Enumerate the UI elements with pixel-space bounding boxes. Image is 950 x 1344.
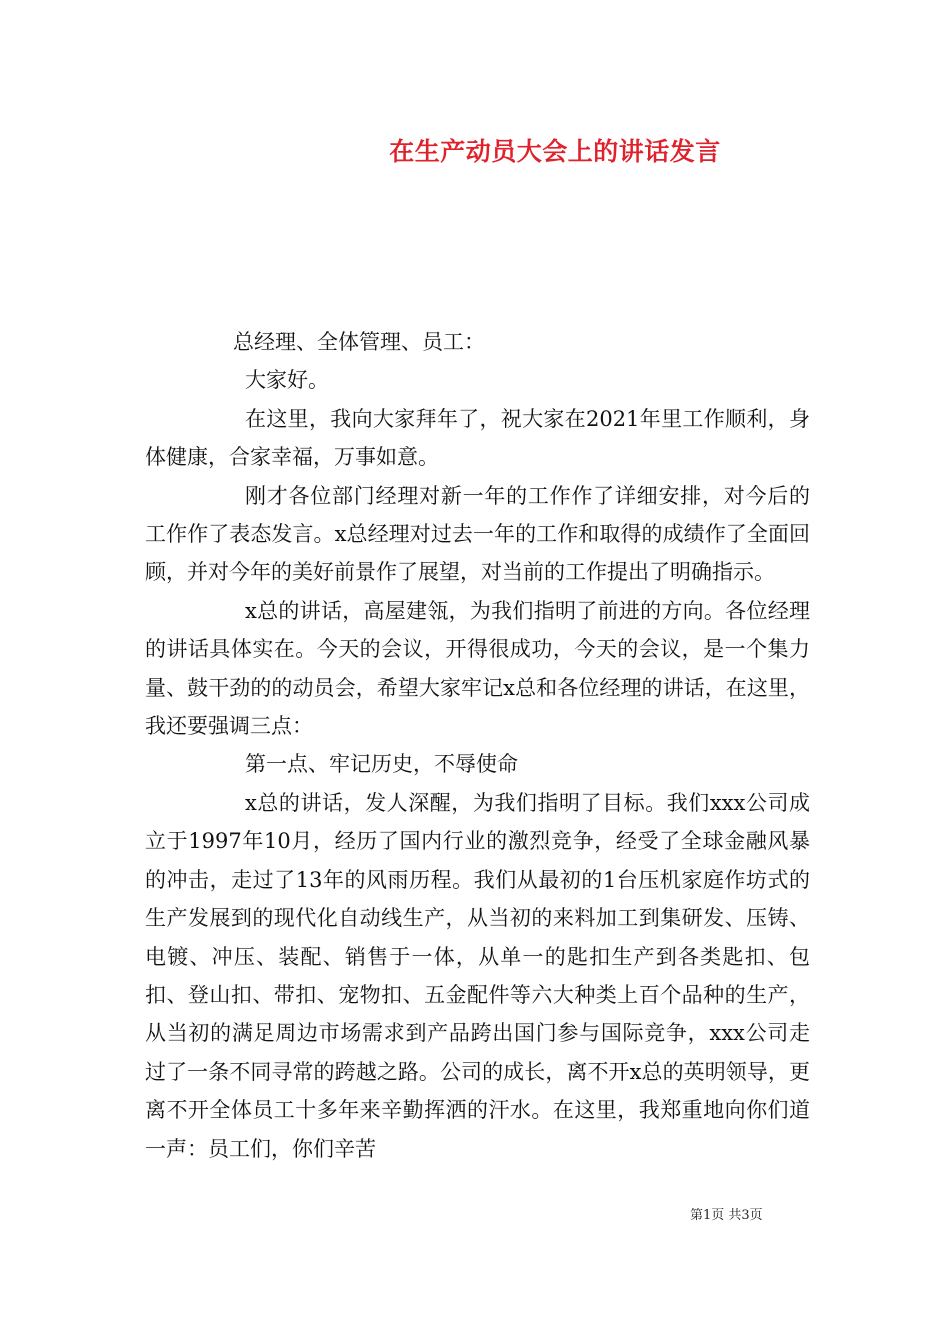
paragraph: x总的讲话，发人深醒，为我们指明了目标。我们xxx公司成立于1997年10月，经历了国内行业的激烈竞争，经受了全球金融风暴的冲击，走过了13年的风雨历程。我们从最初的1台压机家庭作坊式的生产发展到的现代化自动线生产，从当初的来料加工到集研发、压铸、电镀、冲压、装配、销售于一体，从单一的匙扣生产到各类匙扣、包扣、登山扣、带扣、宠物扣、五金配件等六大种类上百个品种的生产，从当初的满足周边市场需求到产品跨出国门参与国际竞争，xxx公司走过了一条不同寻常的跨越之路。公司的成长，离不开x总的英明领导，更离不开全体员工十多年来辛勤挥洒的汗水。在这里，我郑重地向你们道一声：员工们，你们辛苦 — [145, 790, 810, 1161]
greeting-line: 大家好。 — [245, 368, 329, 393]
paragraph: x总的讲话，高屋建瓴，为我们指明了前进的方向。各位经理的讲话具体实在。今天的会议，开得很成功，今天的会议，是一个集力量、鼓干劲的的动员会，希望大家牢记x总和各位经理的讲话，在这里，我还要强调三点： — [145, 598, 810, 739]
section-heading: 第一点、牢记历史，不辱使命 — [245, 752, 518, 777]
document-body — [145, 323, 810, 1168]
paragraph: 刚才各位部门经理对新一年的工作作了详细安排，对今后的工作作了表态发言。x总经理对过去一年的工作和取得的成绩作了全面回顾，并对今年的美好前景作了展望，对当前的工作提出了明确指示。 — [145, 483, 810, 585]
paragraph: 在这里，我向大家拜年了，祝大家在2021年里工作顺利，身体健康，合家幸福，万事如意。 — [145, 406, 810, 470]
document-title: 在生产动员大会上的讲话发言 — [389, 137, 721, 166]
page-number: 第1页 共3页 — [690, 1208, 763, 1223]
salutation: 总经理、全体管理、员工： — [233, 330, 485, 354]
